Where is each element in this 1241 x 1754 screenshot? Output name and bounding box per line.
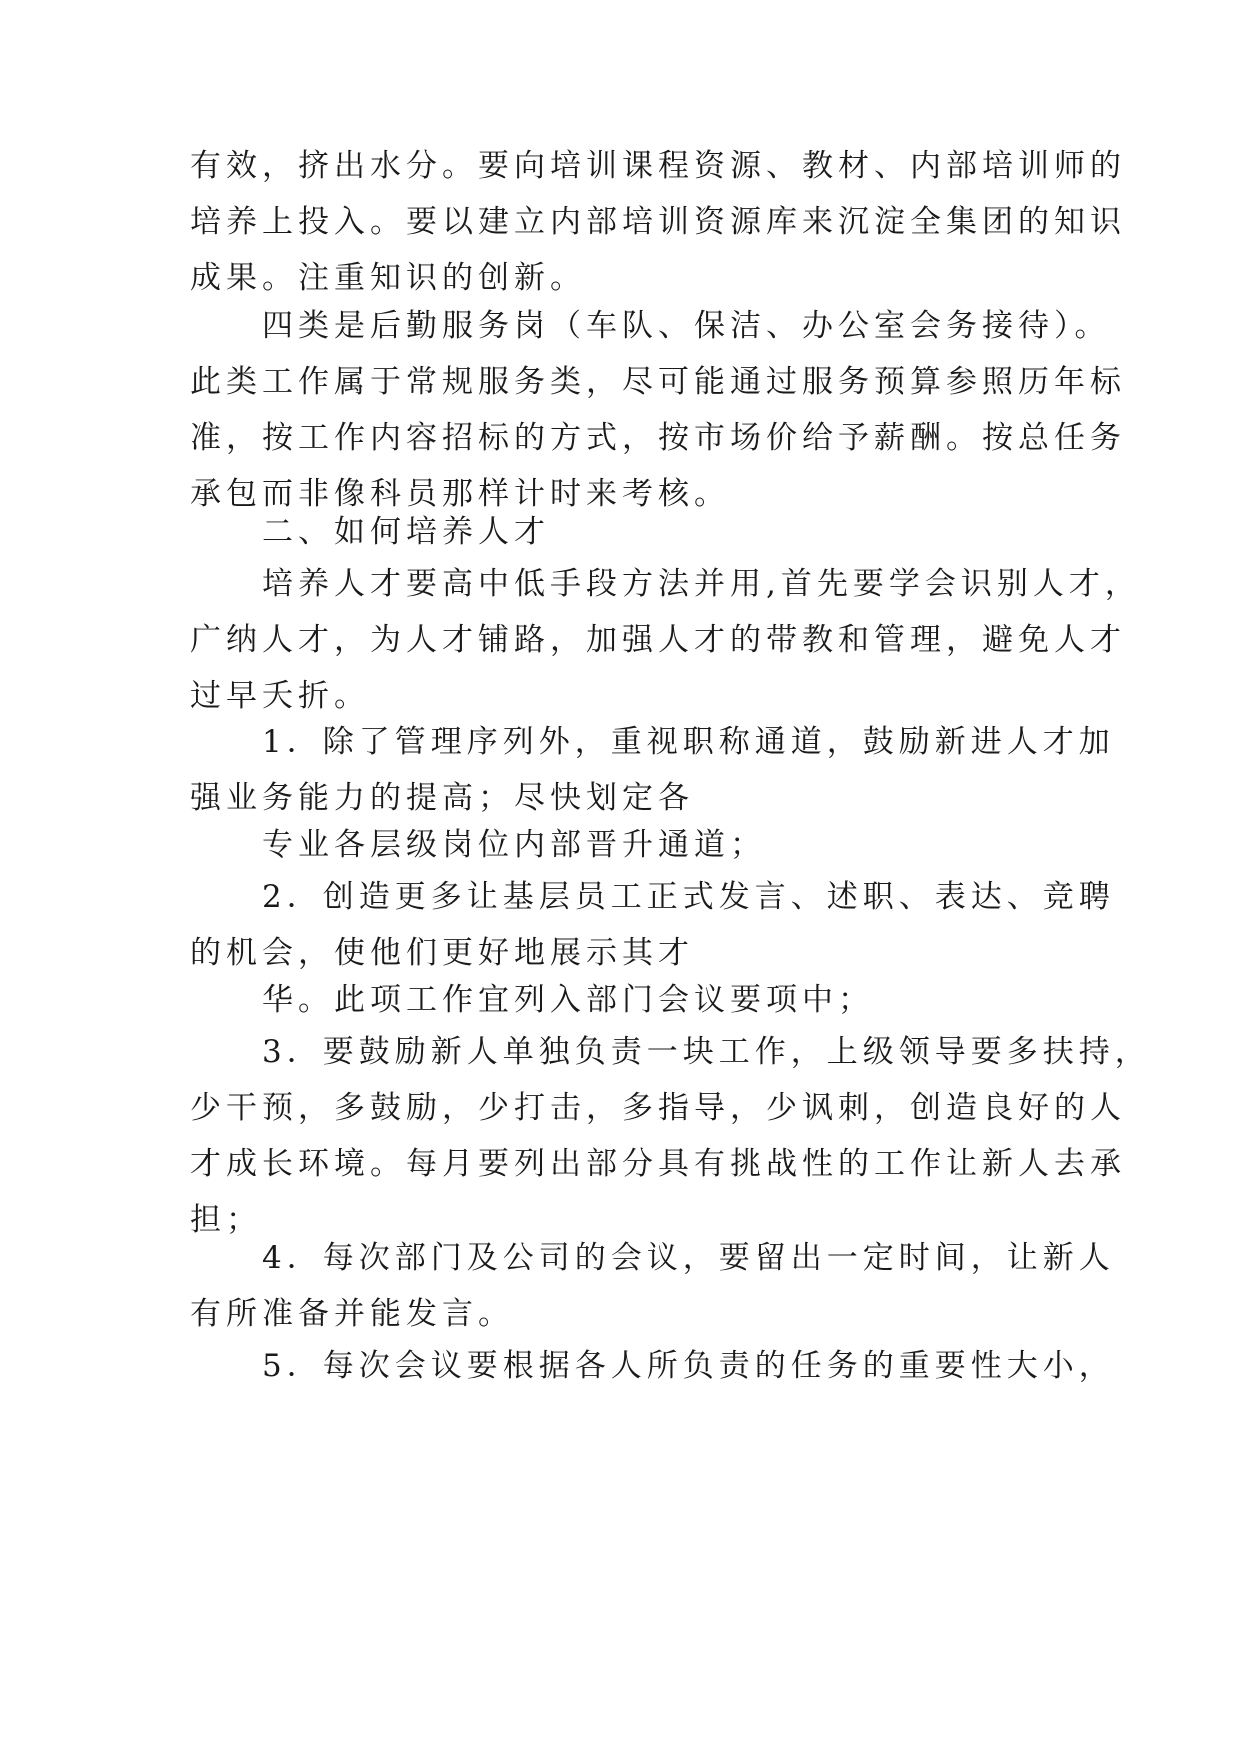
text-line: 强业务能力的提高；尽快划定各 [190, 780, 694, 816]
paragraph [190, 817, 1050, 873]
text-line: 培养人才要高中低手段方法并用,首先要学会识别人才， [190, 566, 1141, 602]
text-line: 华。此项工作宜列入部门会议要项中； [190, 982, 874, 1018]
text-line: 过早夭折。 [190, 678, 370, 714]
text-line: 有所准备并能发言。 [190, 1296, 514, 1332]
text-line: 成果。注重知识的创新。 [190, 260, 586, 296]
text-line: 才成长环境。每月要列出部分具有挑战性的工作让新人去承 [190, 1146, 1126, 1182]
text-line: 广纳人才，为人才铺路，加强人才的带教和管理，避免人才 [190, 622, 1126, 658]
text-line: 的机会，使他们更好地展示其才 [190, 935, 694, 971]
text-line: 四类是后勤服务岗（车队、保洁、办公室会务接待）。 [190, 308, 1111, 344]
text-line: 少干预，多鼓励，少打击，多指导，少讽刺，创造良好的人 [190, 1090, 1126, 1126]
list-item [190, 869, 1115, 981]
text-line: 准，按工作内容招标的方式，按市场价给予薪酬。按总任务 [190, 420, 1126, 456]
list-item [190, 1230, 1115, 1342]
paragraph [190, 298, 1126, 522]
text-line: 1．除了管理序列外，重视职称通道，鼓励新进人才加 [190, 724, 1115, 760]
text-line: 有效，挤出水分。要向培训课程资源、教材、内部培训师的 [190, 148, 1126, 184]
heading-line: 二、如何培养人才 [190, 514, 550, 550]
text-line: 4．每次部门及公司的会议，要留出一定时间，让新人 [190, 1240, 1115, 1276]
text-line: 专业各层级岗位内部晋升通道； [190, 827, 766, 863]
list-item [190, 714, 1115, 826]
text-line: 2．创造更多让基层员工正式发言、述职、表达、竞聘 [190, 879, 1115, 915]
paragraph [190, 138, 1126, 306]
section-heading [190, 504, 1050, 560]
list-item [190, 1024, 1151, 1248]
text-line: 担； [190, 1202, 262, 1238]
text-line: 此类工作属于常规服务类，尽可能通过服务预算参照历年标 [190, 364, 1126, 400]
paragraph [190, 972, 1050, 1028]
paragraph [190, 556, 1141, 724]
text-line: 5．每次会议要根据各人所负责的任务的重要性大小， [190, 1348, 1115, 1384]
text-line: 承包而非像科员那样计时来考核。 [190, 476, 730, 512]
list-item [190, 1338, 1115, 1394]
text-line: 3．要鼓励新人单独负责一块工作，上级领导要多扶持， [190, 1034, 1151, 1070]
text-line: 培养上投入。要以建立内部培训资源库来沉淀全集团的知识 [190, 204, 1126, 240]
